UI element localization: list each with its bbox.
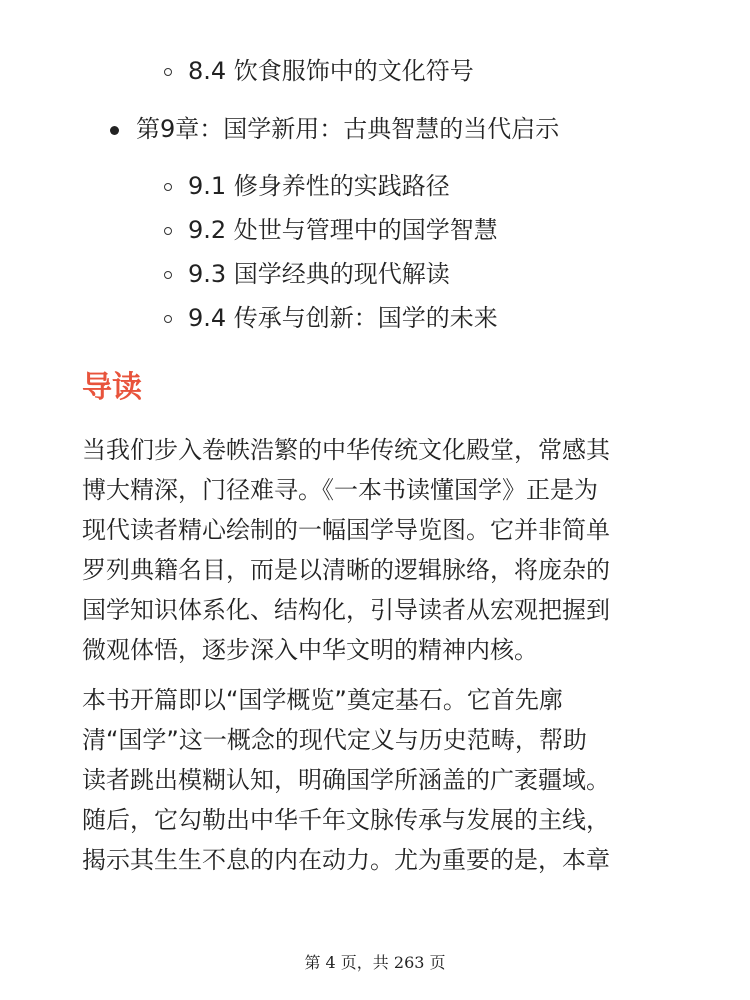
circle-bullet-icon (164, 227, 172, 235)
toc-subitem-9-1: 9.1 修身养性的实践路径 (188, 172, 450, 200)
paragraph-line: 博大精深，门径难寻。《一本书读懂国学》正是为 (82, 476, 598, 504)
paragraph-line: 微观体悟，逐步深入中华文明的精神内核。 (82, 636, 538, 664)
paragraph-overview (82, 680, 682, 880)
toc-chapter-9: 第9章：国学新用：古典智慧的当代启示 (136, 115, 560, 143)
circle-bullet-icon (164, 271, 172, 279)
section-heading: 导读 (82, 370, 142, 405)
circle-bullet-icon (164, 68, 172, 76)
paragraph-line: 读者跳出模糊认知，明确国学所涵盖的广袤疆域。 (82, 766, 610, 794)
paragraph-line: 国学知识体系化、结构化，引导读者从宏观把握到 (82, 596, 610, 624)
page-number: 第 4 页，共 263 页 (304, 953, 446, 972)
toc-subitem-8-4: 8.4 饮食服饰中的文化符号 (188, 57, 474, 85)
paragraph-line: 当我们步入卷帙浩繁的中华传统文化殿堂，常感其 (82, 436, 610, 464)
circle-bullet-icon (164, 315, 172, 323)
paragraph-line: 本书开篇即以“国学概览”奠定基石。它首先廓 (82, 686, 563, 714)
circle-bullet-icon (164, 183, 172, 191)
toc-subitem-9-4: 9.4 传承与创新：国学的未来 (188, 304, 498, 332)
paragraph-line: 现代读者精心绘制的一幅国学导览图。它并非简单 (82, 516, 610, 544)
disc-bullet-icon (110, 126, 119, 135)
paragraph-intro (82, 430, 682, 670)
paragraph-line: 随后，它勾勒出中华千年文脉传承与发展的主线， (82, 806, 610, 834)
toc-subitem-9-2: 9.2 处世与管理中的国学智慧 (188, 216, 498, 244)
paragraph-line: 揭示其生生不息的内在动力。尤为重要的是，本章 (82, 846, 610, 874)
paragraph-line: 清“国学”这一概念的现代定义与历史范畴，帮助 (82, 726, 587, 754)
toc-subitem-9-3: 9.3 国学经典的现代解读 (188, 260, 450, 288)
paragraph-line: 罗列典籍名目，而是以清晰的逻辑脉络，将庞杂的 (82, 556, 610, 584)
